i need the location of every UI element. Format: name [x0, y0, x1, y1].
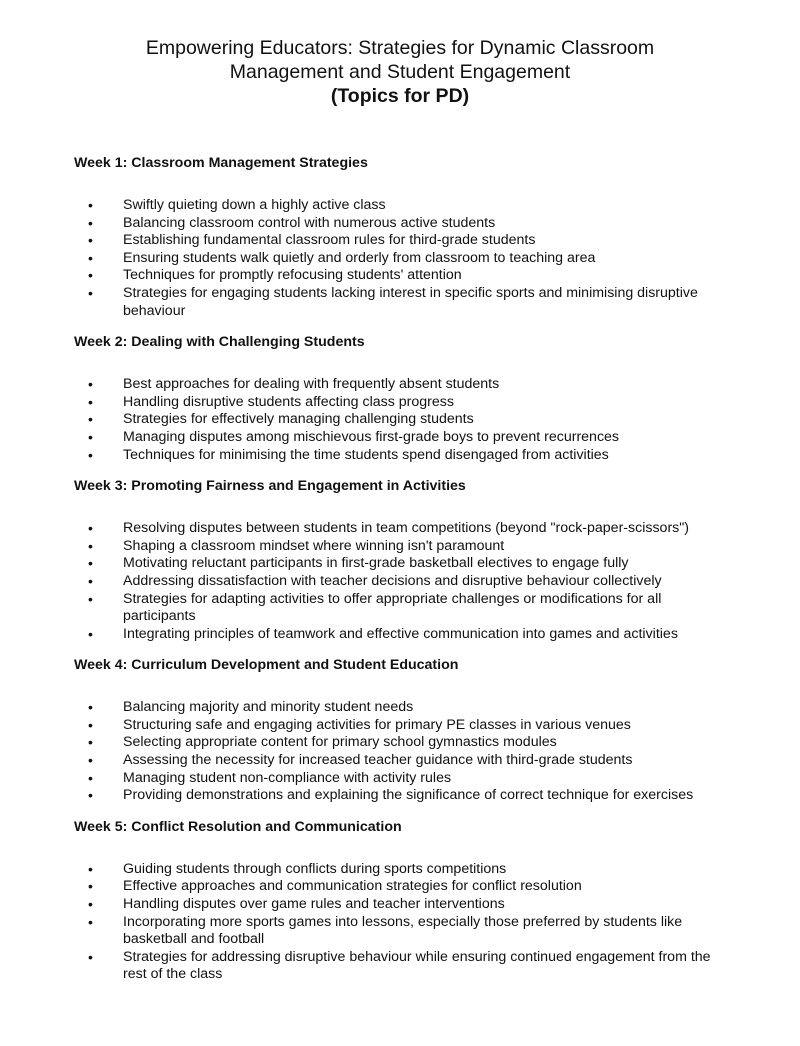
week-section-1: [74, 155, 734, 320]
topic-text: Managing student non-compliance with activity rules: [123, 769, 452, 786]
topic-text: Handling disputes over game rules and teacher interventions: [123, 896, 505, 913]
week-section-5: [74, 819, 734, 984]
bullet-icon: •: [88, 284, 93, 301]
week-heading: Week 4: Curriculum Development and Student Education: [74, 657, 459, 674]
week-section-2: [74, 334, 734, 464]
topic-text: Shaping a classroom mindset where winning isn't paramount: [123, 537, 505, 554]
topic-text: Ensuring students walk quietly and orderly from classroom to teaching area: [123, 249, 596, 266]
bullet-icon: •: [88, 232, 93, 249]
topic-item: [74, 717, 734, 735]
topic-text: Strategies for effectively managing challenging students: [123, 411, 474, 428]
topic-item: [74, 555, 734, 573]
topic-text: Techniques for promptly refocusing students' attention: [123, 267, 462, 284]
topic-item: [74, 734, 734, 752]
topic-text: Providing demonstrations and explaining the significance of correct technique for exercises: [123, 787, 694, 804]
bullet-icon: •: [88, 787, 93, 804]
topic-list: [74, 197, 734, 320]
document-title-line-2: Management and Student Engagement: [229, 61, 571, 83]
bullet-icon: •: [88, 734, 93, 751]
topic-list: [74, 861, 734, 984]
bullet-icon: •: [88, 520, 93, 537]
bullet-icon: •: [88, 699, 93, 716]
topic-item: [74, 573, 734, 591]
bullet-icon: •: [88, 428, 93, 445]
topic-item: [74, 394, 734, 412]
topic-item: [74, 250, 734, 268]
topic-list: [74, 699, 734, 805]
topic-item: [74, 914, 734, 949]
week-heading: Week 1: Classroom Management Strategies: [74, 155, 368, 171]
topic-text: Establishing fundamental classroom rules for third-grade students: [123, 232, 536, 249]
bullet-icon: •: [88, 948, 93, 965]
bullet-icon: •: [88, 537, 93, 554]
topic-text: Strategies for addressing disruptive behaviour while ensuring continued engagement from the rest of the class: [123, 948, 711, 983]
topic-text: Resolving disputes between students in team competitions (beyond "rock-paper-scissors"): [123, 520, 690, 537]
bullet-icon: •: [88, 625, 93, 642]
topic-item: [74, 878, 734, 896]
topic-item: [74, 520, 734, 538]
topic-text: Swiftly quieting down a highly active class: [123, 197, 386, 213]
topic-item: [74, 447, 734, 465]
bullet-icon: •: [88, 411, 93, 428]
topic-item: [74, 376, 734, 394]
bullet-icon: •: [88, 769, 93, 786]
week-section-3: [74, 478, 734, 643]
topic-item: [74, 949, 734, 984]
topic-text: Addressing dissatisfaction with teacher decisions and disruptive behaviour collectively: [123, 572, 662, 589]
topic-text: Handling disruptive students affecting class progress: [123, 393, 454, 410]
document-subtitle: (Topics for PD): [330, 85, 470, 107]
bullet-icon: •: [88, 376, 93, 393]
topic-text: Strategies for engaging students lacking interest in specific sports and minimising disruptive behaviour: [123, 284, 698, 319]
bullet-icon: •: [88, 214, 93, 231]
topic-text: Incorporating more sports games into lessons, especially those preferred by students like basketball and football: [123, 913, 683, 948]
weeks-list: [74, 155, 734, 998]
bullet-icon: •: [88, 267, 93, 284]
bullet-icon: •: [88, 896, 93, 913]
week-section-4: [74, 657, 734, 805]
topic-item: [74, 770, 734, 788]
bullet-icon: •: [88, 590, 93, 607]
topic-item: [74, 626, 734, 644]
bullet-icon: •: [88, 555, 93, 572]
bullet-icon: •: [88, 913, 93, 930]
topic-text: Best approaches for dealing with frequently absent students: [123, 376, 500, 393]
week-heading: Week 2: Dealing with Challenging Students: [74, 334, 365, 351]
bullet-icon: •: [88, 572, 93, 589]
title-block: [0, 36, 800, 108]
document-title-line-1: Empowering Educators: Strategies for Dynamic Classroom: [145, 37, 655, 59]
topic-text: Guiding students through conflicts during sports competitions: [123, 860, 507, 877]
topic-text: Managing disputes among mischievous first-grade boys to prevent recurrences: [123, 428, 620, 445]
topic-item: [74, 197, 734, 215]
topic-list: [74, 376, 734, 464]
bullet-icon: •: [88, 393, 93, 410]
topic-item: [74, 538, 734, 556]
topic-text: Strategies for adapting activities to offer appropriate challenges or modifications for all participants: [123, 590, 662, 625]
topic-item: [74, 752, 734, 770]
topic-text: Integrating principles of teamwork and effective communication into games and activities: [123, 625, 678, 642]
topic-item: [74, 591, 734, 626]
topic-text: Effective approaches and communication strategies for conflict resolution: [123, 878, 582, 895]
bullet-icon: •: [88, 197, 93, 213]
topic-item: [74, 267, 734, 285]
bullet-icon: •: [88, 878, 93, 895]
bullet-icon: •: [88, 249, 93, 266]
topic-item: [74, 787, 734, 805]
week-heading: Week 5: Conflict Resolution and Communication: [74, 818, 402, 835]
topic-text: Assessing the necessity for increased teacher guidance with third-grade students: [123, 752, 633, 769]
topic-text: Selecting appropriate content for primary school gymnastics modules: [123, 734, 557, 751]
topic-item: [74, 411, 734, 429]
topic-list: [74, 520, 734, 643]
bullet-icon: •: [88, 716, 93, 733]
topic-item: [74, 896, 734, 914]
topic-item: [74, 215, 734, 233]
topic-item: [74, 429, 734, 447]
topic-text: Structuring safe and engaging activities for primary PE classes in various venues: [123, 716, 631, 733]
topic-item: [74, 861, 734, 879]
bullet-icon: •: [88, 446, 93, 463]
topic-text: Techniques for minimising the time students spend disengaged from activities: [123, 446, 609, 463]
topic-text: Balancing classroom control with numerous active students: [123, 214, 496, 231]
bullet-icon: •: [88, 752, 93, 769]
topic-item: [74, 285, 734, 320]
week-heading: Week 3: Promoting Fairness and Engagement in Activities: [74, 478, 466, 495]
topic-text: Motivating reluctant participants in first-grade basketball electives to engage fully: [123, 555, 629, 572]
topic-text: Balancing majority and minority student needs: [123, 699, 414, 716]
topic-item: [74, 232, 734, 250]
topic-item: [74, 699, 734, 717]
bullet-icon: •: [88, 860, 93, 877]
